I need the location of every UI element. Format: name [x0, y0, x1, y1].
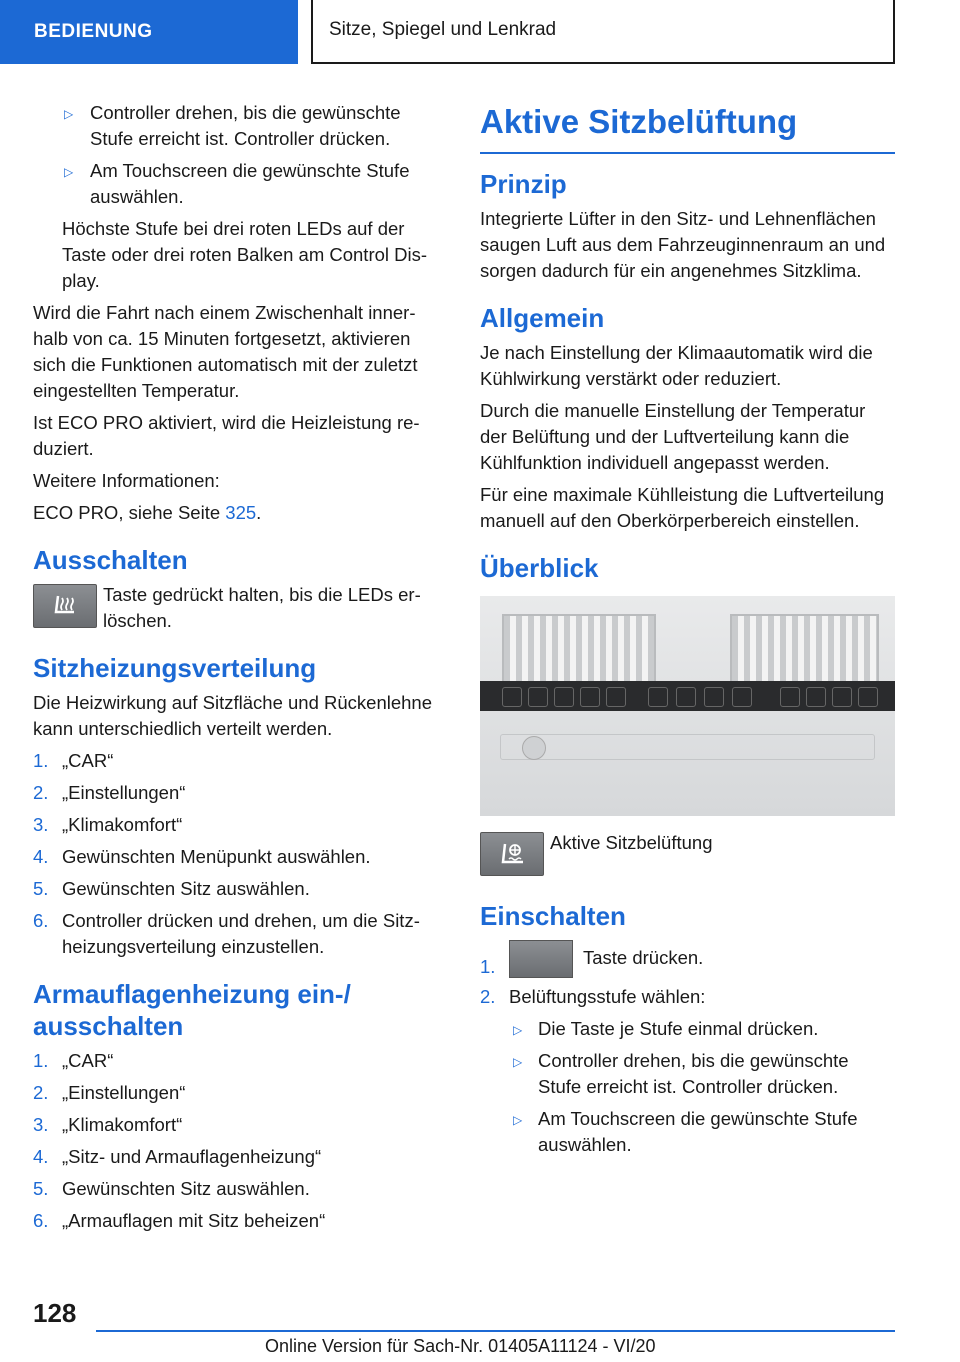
panel-button	[704, 687, 724, 707]
list-item: ▷ Controller drehen, bis die gewünschte Stufe erreicht ist. Controller drücken.	[513, 1050, 849, 1097]
paragraph: ECO PRO, siehe Seite 325.	[33, 502, 262, 523]
triangle-bullet-icon: ▷	[513, 1113, 523, 1127]
panel-button	[858, 687, 878, 707]
paragraph: Je nach Einstellung der Klimaautomatik wird die Kühlwirkung verstärkt oder reduziert.	[480, 342, 873, 389]
panel-button	[528, 687, 548, 707]
heading-allgemein: Allgemein	[480, 303, 605, 333]
page-link[interactable]: 325	[225, 502, 257, 523]
list-item: ▷ Die Taste je Stufe einmal drücken.	[480, 1016, 895, 1042]
heading-sitzheizungsverteilung: Sitzheizungsverteilung	[33, 653, 317, 683]
note: Höchste Stufe bei drei roten LEDs auf der Taste oder drei roten Balken am Control Display.	[62, 218, 428, 291]
paragraph: Weitere Informationen:	[33, 470, 220, 491]
list-item: 4. „Sitz- und Armauflagenheizung“	[33, 1146, 322, 1167]
page-number: 128	[33, 1298, 77, 1328]
paragraph: Integrierte Lüfter in den Sitz- und Lehnenflächen saugen Luft aus dem Fahrzeuginnenraum an und sorgen dadurch für ein angenehmes Sitzklima.	[480, 208, 886, 281]
list-item: 4. Gewünschten Menüpunkt auswählen.	[33, 846, 371, 867]
seat-ventilation-button-icon	[480, 832, 544, 876]
steps-armauflage	[33, 1048, 441, 1234]
footer-divider	[96, 1330, 895, 1332]
list-item: ▷ Controller drehen, bis die gewünschte Stufe erreicht ist. Controller drücken.	[64, 102, 401, 149]
panel-button	[832, 687, 852, 707]
triangle-bullet-icon: ▷	[513, 1023, 523, 1037]
list-item: ▷ Am Touchscreen die gewünschte Stufe auswählen.	[513, 1108, 858, 1155]
list-item: 5. Gewünschten Sitz auswählen.	[33, 1178, 310, 1199]
list-item: 2. „Einstellungen“	[33, 782, 186, 803]
volume-knob	[522, 736, 546, 760]
chapter-title: Sitze, Spiegel und Lenkrad	[311, 0, 895, 64]
seat-heating-button-icon	[33, 584, 97, 628]
paragraph: Wird die Fahrt nach einem Zwischenhalt innerhalb von ca. 15 Minuten fortgesetzt, aktivieren sich die Funktionen automatisch mit der zuletzt eingestellten Temperatur.	[33, 302, 418, 401]
heading-einschalten: Einschalten	[480, 901, 626, 931]
paragraph: Für eine maximale Kühlleistung die Luftverteilung manuell auf den Oberkörperbereich einstellen.	[480, 484, 885, 531]
list-item: 3. „Klimakomfort“	[33, 1114, 183, 1135]
icon-caption-row: Aktive Sitzbelüftung	[480, 830, 895, 882]
panel-button	[732, 687, 752, 707]
section-tab: BEDIENUNG	[0, 0, 298, 64]
footer-online-version: Online Version für Sach-Nr. 01405A11124 - VI/20	[265, 1336, 656, 1356]
list-item: 1. Taste drücken.	[480, 940, 895, 978]
list-item: 2. „Einstellungen“	[33, 1082, 186, 1103]
panel-slot	[500, 734, 875, 760]
paragraph: Durch die manuelle Einstellung der Temperatur der Belüftung und der Luftverteilung kann die Kühlfunktion individuell angepasst werden.	[480, 400, 866, 473]
panel-button	[580, 687, 600, 707]
list-item: ▷ Am Touchscreen die gewünschte Stufe auswählen.	[64, 160, 410, 207]
button-instruction: Taste gedrückt halten, bis die LEDs erlöschen.	[33, 582, 441, 634]
list-item: 2. Belüftungsstufe wählen:	[480, 986, 706, 1007]
steps-verteilung	[33, 748, 441, 960]
triangle-bullet-icon: ▷	[64, 107, 74, 121]
panel-button	[554, 687, 574, 707]
paragraph: Die Heizwirkung auf Sitzfläche und Rückenlehne kann unterschiedlich verteilt werden.	[33, 692, 432, 739]
triangle-bullet-icon: ▷	[64, 165, 74, 179]
list-item: 1. „CAR“	[33, 750, 114, 771]
page-title: Aktive Sitzbelüftung	[480, 100, 895, 154]
seat-ventilation-button-icon	[509, 940, 573, 978]
panel-button	[676, 687, 696, 707]
right-column	[480, 100, 895, 1164]
heading-ausschalten: Ausschalten	[33, 545, 188, 575]
list-item: 6. Controller drücken und drehen, um die Sitzheizungsverteilung einzustellen.	[33, 910, 420, 957]
panel-button	[606, 687, 626, 707]
panel-button	[806, 687, 826, 707]
heading-prinzip: Prinzip	[480, 169, 567, 199]
control-panel-photo	[480, 596, 895, 816]
panel-button	[502, 687, 522, 707]
list-item: 6. „Armauflagen mit Sitz beheizen“	[33, 1210, 326, 1231]
left-column	[33, 100, 441, 1240]
panel-button	[780, 687, 800, 707]
heading-ueberblick: Überblick	[480, 553, 599, 583]
triangle-bullet-icon: ▷	[513, 1055, 523, 1069]
panel-button	[648, 687, 668, 707]
list-item: 3. „Klimakomfort“	[33, 814, 183, 835]
list-item: 5. Gewünschten Sitz auswählen.	[33, 878, 310, 899]
paragraph: Ist ECO PRO aktiviert, wird die Heizleistung reduziert.	[33, 412, 420, 459]
list-item: 1. „CAR“	[33, 1050, 114, 1071]
heading-armauflagenheizung: Armauflagenheizung ein-/ ausschalten	[33, 979, 351, 1041]
